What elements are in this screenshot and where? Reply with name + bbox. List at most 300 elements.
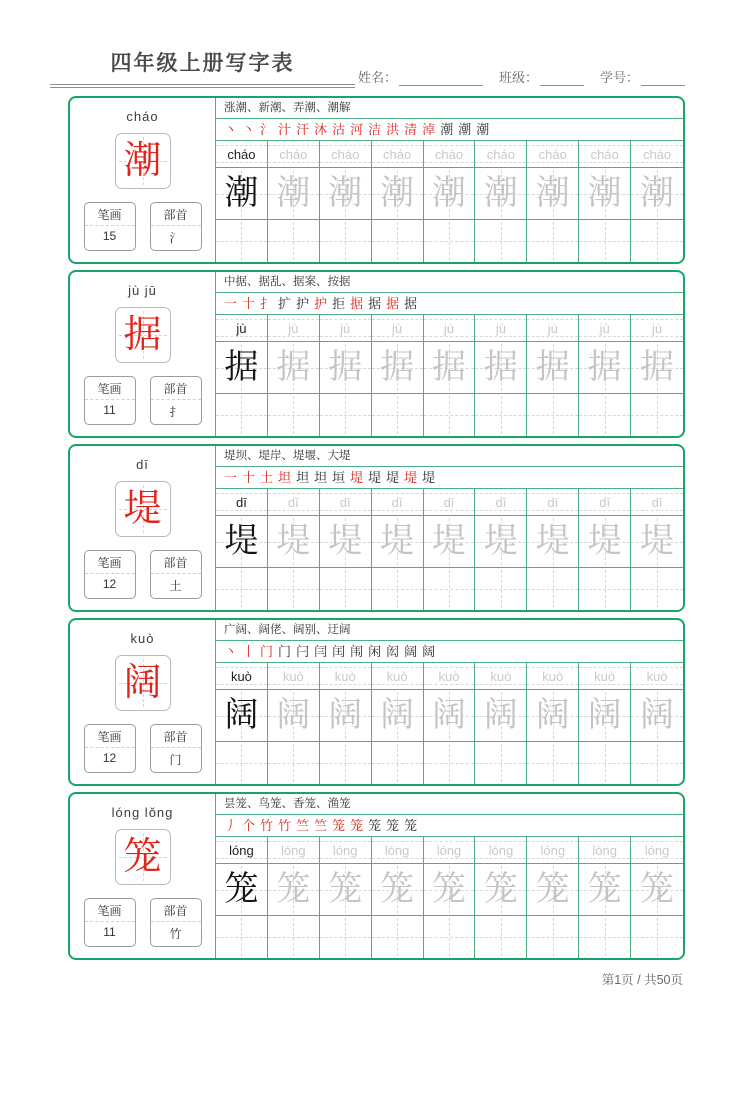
pinyin-trace-cell: dī (527, 489, 579, 515)
stroke-step: 汗 (296, 122, 310, 137)
character-box (115, 829, 171, 885)
stroke-step: 阔 (422, 644, 436, 659)
name-label: 姓名： (357, 70, 397, 85)
empty-practice-cell (527, 568, 579, 610)
card-left-panel (70, 98, 216, 262)
stroke-step: 堤 (404, 470, 418, 485)
character-trace-cell: 潮 (320, 168, 372, 219)
pinyin-trace-cell: lóng (424, 837, 476, 863)
pinyin-trace-cell: cháo (268, 141, 320, 167)
big-character: 堤 (123, 488, 162, 530)
card-right-panel (216, 98, 683, 262)
pinyin-trace-cell: kuò (424, 663, 476, 689)
empty-practice-cell (320, 394, 372, 436)
empty-practice-cell (424, 394, 476, 436)
meta-boxes (84, 550, 202, 599)
character-trace-cell: 堤 (527, 516, 579, 567)
pinyin-trace-cell: kuò (320, 663, 372, 689)
empty-practice-cell (268, 220, 320, 262)
pinyin-trace-cell: kuò (475, 663, 527, 689)
empty-practice-row (216, 394, 683, 436)
character-trace-cell: 笼 (372, 864, 424, 915)
empty-practice-cell (216, 742, 268, 784)
stroke-step: 竹 (278, 818, 292, 833)
stroke-step: 扩 (278, 296, 292, 311)
stroke-count-label: 笔画 (85, 377, 135, 400)
card-right-panel (216, 794, 683, 958)
pinyin-model-cell: kuò (216, 663, 268, 689)
empty-practice-cell (424, 742, 476, 784)
stroke-step: 门 (278, 644, 292, 659)
word-examples: 昙笼、鸟笼、香笼、渔笼 (216, 794, 683, 815)
character-trace-cell: 阔 (631, 690, 683, 741)
pinyin-trace-cell: lóng (579, 837, 631, 863)
pinyin-trace-cell: lóng (475, 837, 527, 863)
pinyin-trace-cell: kuò (579, 663, 631, 689)
pinyin-trace-cell: jù (475, 315, 527, 341)
character-trace-cell: 阔 (268, 690, 320, 741)
pinyin-trace-cell: kuò (631, 663, 683, 689)
stroke-step: 阔 (404, 644, 418, 659)
character-trace-cell: 堤 (372, 516, 424, 567)
meta-boxes (84, 898, 202, 947)
empty-practice-cell (216, 220, 268, 262)
character-trace-cell: 据 (527, 342, 579, 393)
stroke-step: 竺 (314, 818, 328, 833)
stroke-step: 竺 (296, 818, 310, 833)
radical-label: 部首 (151, 203, 201, 226)
student-info-fields (358, 67, 685, 88)
empty-practice-cell (424, 916, 476, 958)
radical-label: 部首 (151, 725, 201, 748)
stroke-step: 据 (368, 296, 382, 311)
pinyin-trace-cell: kuò (372, 663, 424, 689)
character-trace-cell: 潮 (527, 168, 579, 219)
stroke-step: 丶 (242, 122, 256, 137)
card-right-panel (216, 272, 683, 436)
pinyin-trace-cell: cháo (527, 141, 579, 167)
stroke-step: 洁 (368, 122, 382, 137)
radical-value: 土 (169, 579, 182, 593)
word-examples: 广阔、阔佬、阔别、迂阔 (216, 620, 683, 641)
character-trace-cell: 笼 (424, 864, 476, 915)
stroke-step: 一 (224, 470, 238, 485)
empty-practice-cell (475, 568, 527, 610)
stroke-step: 闰 (332, 644, 346, 659)
stroke-count-label: 笔画 (85, 725, 135, 748)
stroke-step: 闫 (314, 644, 328, 659)
character-trace-cell: 堤 (268, 516, 320, 567)
character-trace-cell: 据 (320, 342, 372, 393)
stroke-step: 土 (260, 470, 274, 485)
stroke-order-row (216, 467, 683, 489)
character-practice-row (216, 690, 683, 742)
character-trace-cell: 据 (475, 342, 527, 393)
big-character: 笼 (123, 836, 162, 878)
character-box (115, 481, 171, 537)
character-trace-cell: 潮 (268, 168, 320, 219)
pinyin-trace-cell: kuò (268, 663, 320, 689)
character-trace-cell: 笼 (527, 864, 579, 915)
pinyin-model-cell: lóng (216, 837, 268, 863)
radical-box (150, 898, 202, 947)
meta-boxes (84, 376, 202, 425)
empty-practice-cell (320, 916, 372, 958)
character-practice-row (216, 342, 683, 394)
stroke-step: 拒 (332, 296, 346, 311)
stroke-step: 据 (386, 296, 400, 311)
stroke-order-row (216, 293, 683, 315)
stroke-step: 笼 (386, 818, 400, 833)
empty-practice-cell (268, 916, 320, 958)
stroke-step: 堤 (368, 470, 382, 485)
character-trace-cell: 笼 (579, 864, 631, 915)
stroke-count-box (84, 202, 136, 251)
character-trace-cell: 据 (268, 342, 320, 393)
character-trace-cell: 阔 (579, 690, 631, 741)
character-model-cell: 堤 (216, 516, 268, 567)
pinyin-heading: kuò (130, 631, 155, 646)
character-trace-cell: 潮 (475, 168, 527, 219)
pinyin-trace-cell: cháo (475, 141, 527, 167)
character-trace-cell: 据 (424, 342, 476, 393)
card-left-panel (70, 446, 216, 610)
pinyin-model-cell: jù (216, 315, 268, 341)
character-trace-cell: 阔 (424, 690, 476, 741)
pinyin-trace-cell: lóng (372, 837, 424, 863)
stroke-step: 坦 (314, 470, 328, 485)
big-character: 潮 (123, 140, 162, 182)
pinyin-trace-cell: dī (424, 489, 476, 515)
stroke-step: 一 (224, 296, 238, 311)
card-right-panel (216, 446, 683, 610)
empty-practice-cell (268, 394, 320, 436)
pinyin-model-cell: cháo (216, 141, 268, 167)
pinyin-trace-cell: jù (631, 315, 683, 341)
stroke-count-box (84, 898, 136, 947)
radical-value: 竹 (169, 927, 182, 941)
class-blank (540, 72, 584, 86)
empty-practice-cell (475, 742, 527, 784)
character-trace-cell: 阔 (527, 690, 579, 741)
empty-practice-cell (424, 220, 476, 262)
character-card (68, 96, 685, 264)
class-field (499, 67, 584, 86)
radical-value: 门 (169, 753, 182, 767)
character-trace-cell: 堤 (424, 516, 476, 567)
character-model-cell: 据 (216, 342, 268, 393)
empty-practice-cell (372, 568, 424, 610)
stroke-step: 坦 (278, 470, 292, 485)
radical-value: 扌 (169, 405, 182, 419)
page-footer: 第1页 / 共50页 (601, 973, 683, 987)
pinyin-trace-cell: jù (527, 315, 579, 341)
pinyin-trace-cell: lóng (268, 837, 320, 863)
character-trace-cell: 堤 (320, 516, 372, 567)
character-trace-cell: 潮 (579, 168, 631, 219)
stroke-count-value: 12 (102, 577, 117, 591)
empty-practice-cell (527, 394, 579, 436)
empty-practice-cell (527, 220, 579, 262)
title-underline (50, 47, 355, 88)
empty-practice-cell (216, 394, 268, 436)
character-trace-cell: 笼 (268, 864, 320, 915)
stroke-step: 扌 (260, 296, 274, 311)
radical-value: 氵 (169, 231, 182, 245)
pinyin-trace-cell: dī (579, 489, 631, 515)
character-trace-cell: 堤 (579, 516, 631, 567)
pinyin-trace-cell: lóng (631, 837, 683, 863)
empty-practice-cell (631, 568, 683, 610)
pinyin-trace-cell: cháo (424, 141, 476, 167)
stroke-step: 淖 (422, 122, 436, 137)
empty-practice-cell (475, 220, 527, 262)
empty-practice-cell (424, 568, 476, 610)
stroke-step: 洪 (386, 122, 400, 137)
pinyin-trace-cell: jù (372, 315, 424, 341)
character-trace-cell: 堤 (475, 516, 527, 567)
stroke-step: 笼 (332, 818, 346, 833)
stroke-step: 笼 (350, 818, 364, 833)
radical-box (150, 376, 202, 425)
radical-box (150, 202, 202, 251)
big-character: 阔 (123, 662, 162, 704)
stroke-step: 沽 (332, 122, 346, 137)
empty-practice-cell (372, 916, 424, 958)
stroke-step: 护 (314, 296, 328, 311)
stroke-count-box (84, 724, 136, 773)
stroke-step: 闳 (386, 644, 400, 659)
character-trace-cell: 据 (579, 342, 631, 393)
character-trace-cell: 笼 (320, 864, 372, 915)
stroke-step: 丨 (242, 644, 256, 659)
empty-practice-cell (631, 220, 683, 262)
pinyin-practice-row (216, 315, 683, 342)
card-left-panel (70, 272, 216, 436)
card-left-panel (70, 794, 216, 958)
stroke-count-value: 15 (102, 229, 117, 243)
character-model-cell: 潮 (216, 168, 268, 219)
pinyin-heading: cháo (126, 109, 159, 124)
stroke-order-row (216, 119, 683, 141)
stroke-count-value: 12 (102, 751, 117, 765)
empty-practice-cell (216, 568, 268, 610)
stroke-step: 竹 (260, 818, 274, 833)
radical-box (150, 550, 202, 599)
pinyin-heading: dī (136, 457, 149, 472)
character-trace-cell: 据 (631, 342, 683, 393)
character-trace-cell: 笼 (475, 864, 527, 915)
character-trace-cell: 阔 (475, 690, 527, 741)
character-trace-cell: 堤 (631, 516, 683, 567)
pinyin-heading: jù jū (128, 283, 157, 298)
stroke-step: 十 (242, 470, 256, 485)
empty-practice-cell (631, 916, 683, 958)
pinyin-heading: lóng lǒng (111, 805, 174, 820)
stroke-count-box (84, 376, 136, 425)
stroke-step: 闲 (368, 644, 382, 659)
student-id-blank (641, 72, 685, 86)
class-label: 班级： (498, 70, 538, 85)
radical-box (150, 724, 202, 773)
stroke-step: 据 (404, 296, 418, 311)
stroke-step: 沐 (314, 122, 328, 137)
empty-practice-row (216, 220, 683, 262)
stroke-step: 堤 (386, 470, 400, 485)
stroke-step: 汁 (278, 122, 292, 137)
pinyin-practice-row (216, 489, 683, 516)
character-practice-row (216, 168, 683, 220)
empty-practice-cell (579, 220, 631, 262)
character-trace-cell: 潮 (631, 168, 683, 219)
cards (68, 96, 685, 960)
character-trace-cell: 阔 (320, 690, 372, 741)
character-card (68, 270, 685, 438)
character-trace-cell: 笼 (631, 864, 683, 915)
stroke-step: 潮 (440, 122, 454, 137)
stroke-step: 坦 (296, 470, 310, 485)
empty-practice-cell (475, 916, 527, 958)
pinyin-practice-row (216, 663, 683, 690)
pinyin-trace-cell: lóng (527, 837, 579, 863)
stroke-step: 据 (350, 296, 364, 311)
empty-practice-cell (268, 568, 320, 610)
character-box (115, 655, 171, 711)
radical-label: 部首 (151, 899, 201, 922)
character-practice-row (216, 864, 683, 916)
empty-practice-cell (579, 742, 631, 784)
pinyin-trace-cell: cháo (372, 141, 424, 167)
stroke-count-value: 11 (103, 403, 116, 417)
name-field (358, 67, 483, 86)
stroke-step: 笼 (368, 818, 382, 833)
empty-practice-cell (527, 916, 579, 958)
name-blank (399, 72, 483, 86)
pinyin-trace-cell: jù (579, 315, 631, 341)
pinyin-trace-cell: cháo (320, 141, 372, 167)
character-practice-row (216, 516, 683, 568)
empty-practice-cell (475, 394, 527, 436)
stroke-step: 丶 (224, 122, 238, 137)
empty-practice-cell (320, 568, 372, 610)
character-trace-cell: 潮 (424, 168, 476, 219)
stroke-step: 笼 (404, 818, 418, 833)
stroke-step: 十 (242, 296, 256, 311)
pinyin-trace-cell: dī (475, 489, 527, 515)
word-examples: 涨潮、新潮、弄潮、潮解 (216, 98, 683, 119)
character-card (68, 618, 685, 786)
empty-practice-row (216, 568, 683, 610)
pinyin-trace-cell: kuò (527, 663, 579, 689)
stroke-count-label: 笔画 (85, 551, 135, 574)
empty-practice-cell (579, 568, 631, 610)
stroke-order-row (216, 815, 683, 837)
stroke-step: 闱 (350, 644, 364, 659)
character-trace-cell: 潮 (372, 168, 424, 219)
pinyin-practice-row (216, 837, 683, 864)
character-model-cell: 笼 (216, 864, 268, 915)
page-header (50, 46, 685, 88)
pinyin-practice-row (216, 141, 683, 168)
empty-practice-cell (527, 742, 579, 784)
empty-practice-cell (372, 742, 424, 784)
pinyin-trace-cell: cháo (631, 141, 683, 167)
pinyin-trace-cell: dī (320, 489, 372, 515)
radical-label: 部首 (151, 377, 201, 400)
empty-practice-cell (372, 394, 424, 436)
radical-label: 部首 (151, 551, 201, 574)
empty-practice-cell (631, 742, 683, 784)
pinyin-trace-cell: dī (631, 489, 683, 515)
stroke-count-value: 11 (103, 925, 116, 939)
pinyin-trace-cell: dī (372, 489, 424, 515)
stroke-step: 堤 (422, 470, 436, 485)
pinyin-trace-cell: jù (424, 315, 476, 341)
stroke-step: 丿 (224, 818, 238, 833)
stroke-count-label: 笔画 (85, 203, 135, 226)
page-title: 四年级上册写字表 (110, 51, 295, 75)
stroke-step: 垣 (332, 470, 346, 485)
character-box (115, 133, 171, 189)
character-trace-cell: 据 (372, 342, 424, 393)
character-model-cell: 阔 (216, 690, 268, 741)
word-examples: 堤坝、堤岸、堤堰、大堤 (216, 446, 683, 467)
empty-practice-cell (320, 220, 372, 262)
stroke-step: 护 (296, 296, 310, 311)
stroke-step: 丶 (224, 644, 238, 659)
stroke-step: 潮 (458, 122, 472, 137)
pinyin-trace-cell: dī (268, 489, 320, 515)
stroke-step: 氵 (260, 122, 274, 137)
empty-practice-cell (631, 394, 683, 436)
pinyin-trace-cell: lóng (320, 837, 372, 863)
stroke-step: 河 (350, 122, 364, 137)
pinyin-model-cell: dī (216, 489, 268, 515)
stroke-count-label: 笔画 (85, 899, 135, 922)
empty-practice-row (216, 742, 683, 784)
card-right-panel (216, 620, 683, 784)
stroke-step: 门 (260, 644, 274, 659)
empty-practice-cell (268, 742, 320, 784)
meta-boxes (84, 724, 202, 773)
stroke-step: 潮 (476, 122, 490, 137)
pinyin-trace-cell: jù (320, 315, 372, 341)
character-box (115, 307, 171, 363)
character-trace-cell: 阔 (372, 690, 424, 741)
stroke-step: 堤 (350, 470, 364, 485)
stroke-order-row (216, 641, 683, 663)
stroke-step: 个 (242, 818, 256, 833)
empty-practice-cell (579, 916, 631, 958)
empty-practice-cell (216, 916, 268, 958)
character-card (68, 444, 685, 612)
empty-practice-cell (579, 394, 631, 436)
pinyin-trace-cell: cháo (579, 141, 631, 167)
meta-boxes (84, 202, 202, 251)
stroke-count-box (84, 550, 136, 599)
empty-practice-cell (320, 742, 372, 784)
card-left-panel (70, 620, 216, 784)
stroke-step: 闩 (296, 644, 310, 659)
stroke-step: 清 (404, 122, 418, 137)
big-character: 据 (123, 314, 162, 356)
student-id-field (600, 67, 685, 86)
word-examples: 中据、据乱、据案、按据 (216, 272, 683, 293)
empty-practice-cell (372, 220, 424, 262)
empty-practice-row (216, 916, 683, 958)
student-id-label: 学号： (599, 70, 639, 85)
character-card (68, 792, 685, 960)
